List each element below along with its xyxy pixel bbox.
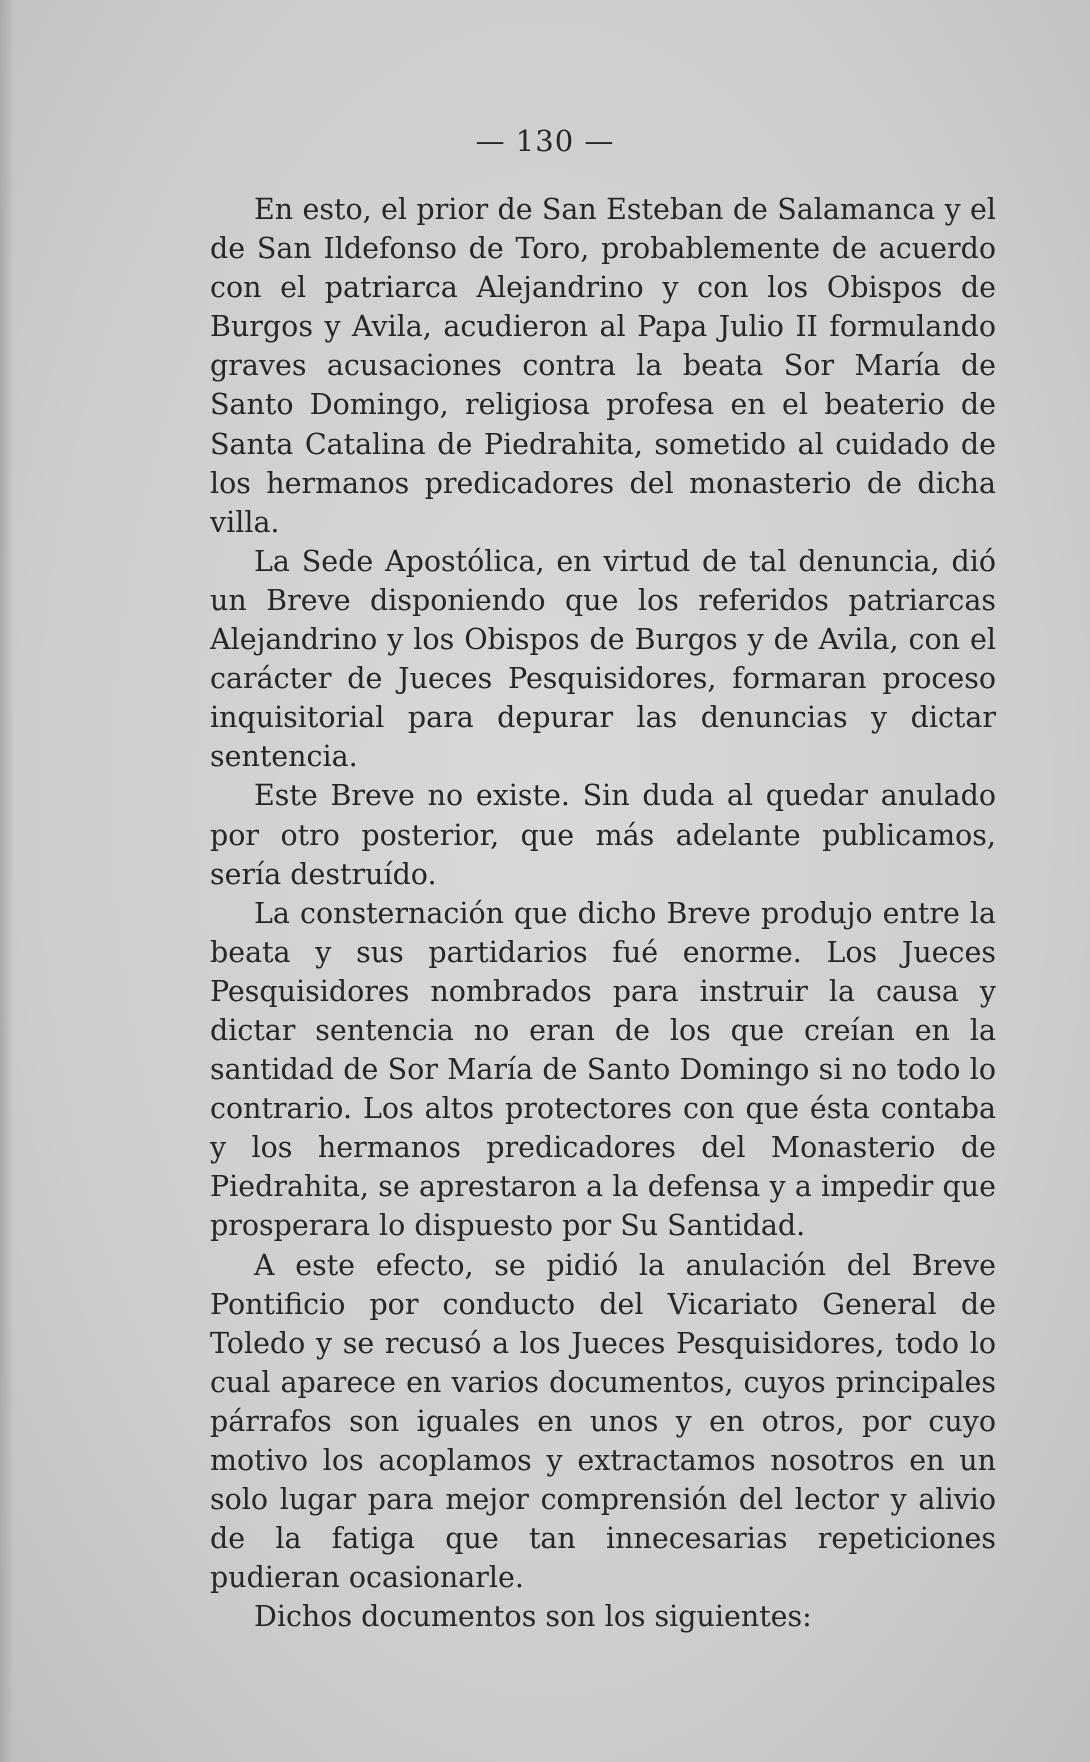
paragraph-1: En esto, el prior de San Esteban de Salamanca y el de San Ildefonso de Toro, probablemente de acuerdo con el patriarca Alejandrino y con los Obispos de Burgos y Avila, acudieron al Papa Julio II formulando graves acusaciones contra la beata Sor María de Santo Domingo, religiosa profesa en el beaterio de Santa Catalina de Piedrahita, sometido al cuidado de los hermanos predicadores del monasterio de dicha villa. [210, 193, 996, 539]
paragraph-4: La consternación que dicho Breve produjo entre la beata y sus partidarios fué enorme. Los Jueces Pesquisidores nombrados para instruir la causa y dictar sentencia no eran de los que creían en la santidad de Sor María de Santo Domingo si no todo lo contrario. Los altos protectores con que ésta contaba y los hermanos predicadores del Monasterio de Piedrahita, se aprestaron a la defensa y a impedir que prosperara lo dispuesto por Su Santidad. [210, 896, 996, 1243]
paragraph-3: Este Breve no existe. Sin duda al quedar anulado por otro posterior, que más adelante publicamos, sería destruído. [210, 779, 996, 891]
body-text [210, 190, 996, 1636]
paragraph-2: La Sede Apostólica, en virtud de tal denuncia, dió un Breve disponiendo que los referidos patriarcas Alejandrino y los Obispos de Burgos y de Avila, con el carácter de Jueces Pesquisidores, formaran proceso inquisitorial para depurar las denuncias y dictar sentencia. [210, 544, 996, 774]
paragraph-5: A este efecto, se pidió la anulación del Breve Pontificio por conducto del Vicariato General de Toledo y se recusó a los Jueces Pesquisidores, todo lo cual aparece en varios documentos, cuyos principales párrafos son iguales en unos y en otros, por cuyo motivo los acoplamos y extractamos nosotros en un solo lugar para mejor comprensión del lector y alivio de la fatiga que tan innecesarias repeticiones pudieran ocasionarle. [210, 1248, 996, 1595]
page-number: — 130 — [475, 124, 615, 158]
paragraph-6: Dichos documentos son los siguientes: [254, 1600, 812, 1634]
page-edge-shadow [0, 0, 14, 1762]
